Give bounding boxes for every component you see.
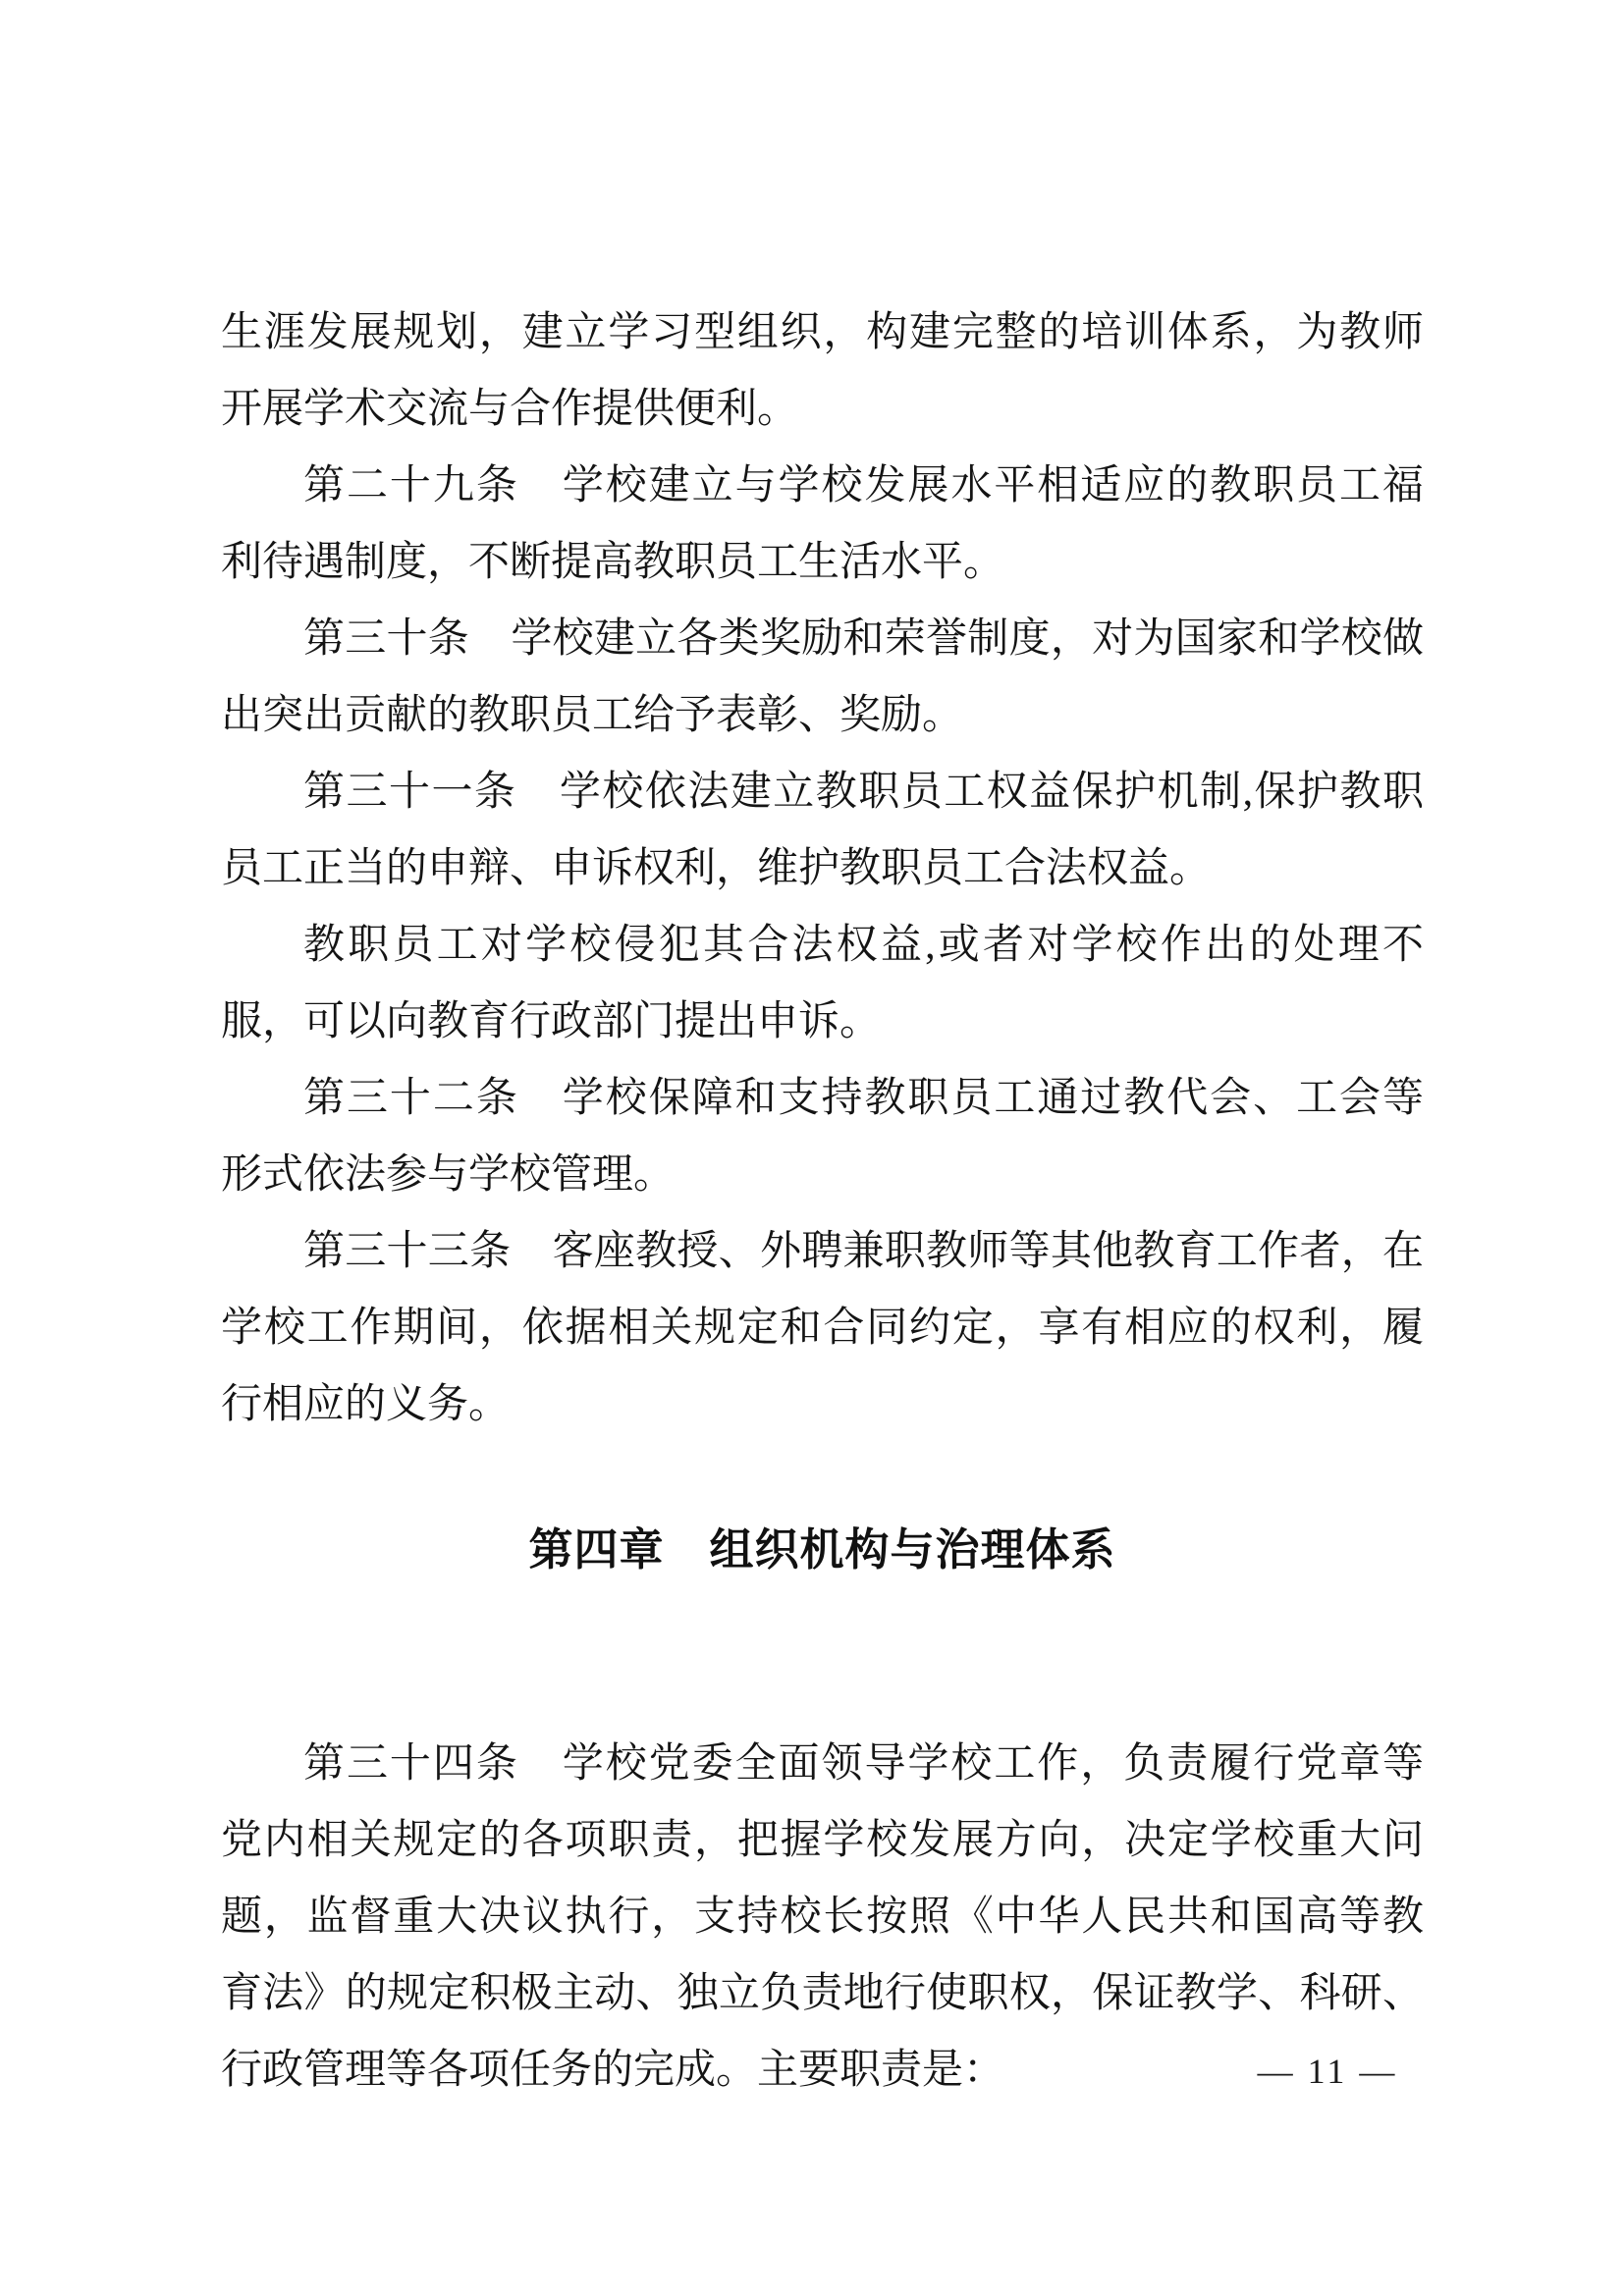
body-line: 学校工作期间，依据相关规定和合同约定，享有相应的权利，履 [221, 1306, 1424, 1351]
body-line: 教职员工对学校侵犯其合法权益,或者对学校作出的处理不 [303, 923, 1424, 968]
body-line: 第三十一条 学校依法建立教职员工权益保护机制,保护教职 [303, 770, 1424, 815]
body-line: 生涯发展规划，建立学习型组织，构建完整的培训体系，为教师 [221, 310, 1424, 355]
body-line: 形式依法参与学校管理。 [221, 1152, 676, 1198]
body-line: 行相应的义务。 [221, 1382, 511, 1427]
body-line: 第三十二条 学校保障和支持教职员工通过教代会、工会等 [303, 1076, 1424, 1121]
text-block-1 [221, 294, 1424, 1443]
body-line: 第三十条 学校建立各类奖励和荣誉制度，对为国家和学校做 [303, 616, 1424, 662]
body-line: 党内相关规定的各项职责，把握学校发展方向，决定学校重大问 [221, 1818, 1424, 1863]
body-line: 服，可以向教育行政部门提出申诉。 [221, 999, 882, 1044]
page-number: — 11 — [1257, 2052, 1398, 2091]
body-line: 第三十三条 客座教授、外聘兼职教师等其他教育工作者，在 [303, 1229, 1424, 1274]
body-line: 第三十四条 学校党委全面领导学校工作，负责履行党章等 [303, 1741, 1424, 1787]
body-line: 行政管理等各项任务的完成。主要职责是： [221, 2048, 1005, 2093]
body-line: 员工正当的申辩、申诉权利，维护教职员工合法权益。 [221, 846, 1212, 891]
body-line: 开展学术交流与合作提供便利。 [221, 387, 799, 432]
body-line: 育法》的规定积极主动、独立负责地行使职权，保证教学、科研、 [221, 1971, 1424, 2016]
body-line: 第二十九条 学校建立与学校发展水平相适应的教职员工福 [303, 463, 1424, 508]
body-line: 出突出贡献的教职员工给予表彰、奖励。 [221, 693, 964, 738]
body-line: 利待遇制度，不断提高教职员工生活水平。 [221, 540, 1005, 585]
body-line: 题，监督重大决议执行，支持校长按照《中华人民共和国高等教 [221, 1895, 1424, 1940]
chapter-heading: 第四章 组织机构与治理体系 [528, 1524, 1116, 1575]
